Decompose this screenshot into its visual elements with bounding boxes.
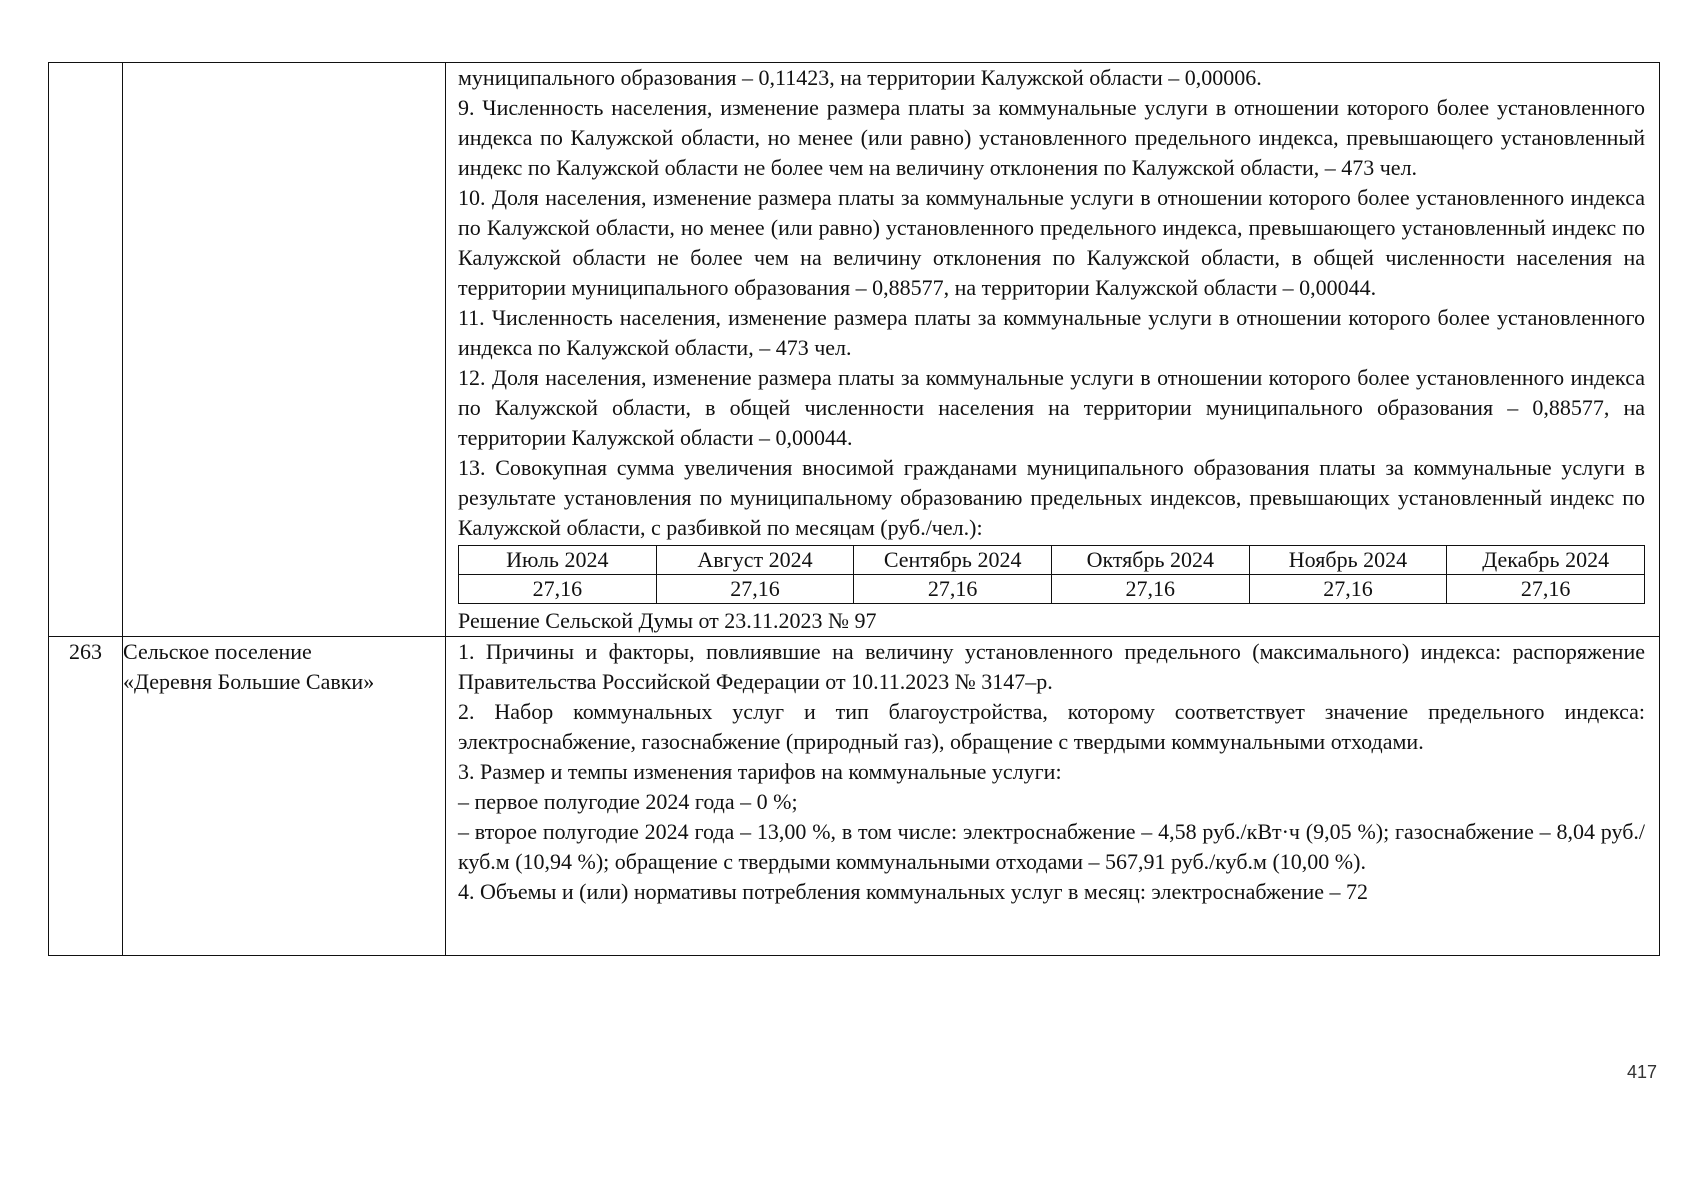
paragraph: – второе полугодие 2024 года – 13,00 %, в том числе: электроснабжение – 4,58 руб./кВт·ч (9,05 %); газоснабжение – 8,04 руб./куб.м (10,94 %); обращение с твердыми коммунальными отходами – 567,91 руб./куб.м (10,00 %). bbox=[458, 819, 1645, 874]
paragraph: 4. Объемы и (или) нормативы потребления коммунальных услуг в месяц: электроснабжение – 72 bbox=[458, 879, 1368, 904]
row-number-cell bbox=[49, 63, 123, 637]
paragraph: 1. Причины и факторы, повлиявшие на величину установленного предельного (максимального) индекса: распоряжение Правительства Российской Федерации от 10.11.2023 № 3147–р. bbox=[458, 639, 1645, 694]
month-value: 27,16 bbox=[1051, 575, 1249, 604]
page-number: 417 bbox=[1626, 1062, 1657, 1082]
month-value: 27,16 bbox=[1447, 575, 1645, 604]
municipality-name-cell bbox=[123, 63, 446, 637]
municipal-index-table bbox=[48, 62, 1660, 956]
month-header: Август 2024 bbox=[656, 546, 854, 575]
row-number: 263 bbox=[49, 637, 123, 956]
municipality-name-cell bbox=[123, 637, 446, 956]
description-cell bbox=[446, 637, 1660, 956]
paragraph: 2. Набор коммунальных услуг и тип благоустройства, которому соответствует значение предельного индекса: электроснабжение, газоснабжение (природный газ), обращение с твердыми коммунальными отходами. bbox=[458, 699, 1645, 754]
paragraph: 10. Доля населения, изменение размера платы за коммунальные услуги в отношении которого более установленного индекса по Калужской области, но менее (или равно) установленного предельного индекса, превышающего установленный индекс по Калужской области не более чем на величину отклонения по Калужской области, в общей численности населения на территории муниципального образования – 0,88577, на территории Калужской области – 0,00044. bbox=[458, 185, 1645, 300]
month-value: 27,16 bbox=[1249, 575, 1447, 604]
month-header: Октябрь 2024 bbox=[1051, 546, 1249, 575]
month-value: 27,16 bbox=[459, 575, 657, 604]
month-header: Сентябрь 2024 bbox=[854, 546, 1052, 575]
month-header: Ноябрь 2024 bbox=[1249, 546, 1447, 575]
paragraph: 13. Совокупная сумма увеличения вносимой гражданами муниципального образования платы за коммунальные услуги в результате установления по муниципальному образованию предельных индексов, превышающих установленный индекс по Калужской области, с разбивкой по месяцам (руб./чел.): bbox=[458, 455, 1645, 540]
decision-reference: Решение Сельской Думы от 23.11.2023 № 97 bbox=[458, 608, 877, 633]
paragraph: муниципального образования – 0,11423, на территории Калужской области – 0,00006. bbox=[458, 65, 1262, 90]
table-row bbox=[49, 63, 1660, 637]
month-header: Декабрь 2024 bbox=[1447, 546, 1645, 575]
month-value: 27,16 bbox=[854, 575, 1052, 604]
municipality-name-line: Сельское поселение bbox=[123, 639, 312, 664]
paragraph: 11. Численность населения, изменение размера платы за коммунальные услуги в отношении которого более установленного индекса по Калужской области, – 473 чел. bbox=[458, 305, 1645, 360]
monthly-increase-table bbox=[458, 545, 1645, 604]
month-value-row bbox=[459, 575, 1645, 604]
table-row bbox=[49, 637, 1660, 956]
month-header-row bbox=[459, 546, 1645, 575]
paragraph: 9. Численность населения, изменение размера платы за коммунальные услуги в отношении которого более установленного индекса по Калужской области, но менее (или равно) установленного предельного индекса, превышающего установленный индекс по Калужской области не более чем на величину отклонения по Калужской области, – 473 чел. bbox=[458, 95, 1645, 180]
paragraph: – первое полугодие 2024 года – 0 %; bbox=[458, 789, 798, 814]
month-value: 27,16 bbox=[656, 575, 854, 604]
month-header: Июль 2024 bbox=[459, 546, 657, 575]
municipality-name-line: «Деревня Большие Савки» bbox=[123, 669, 375, 694]
description-cell bbox=[446, 63, 1660, 637]
paragraph: 3. Размер и темпы изменения тарифов на коммунальные услуги: bbox=[458, 759, 1062, 784]
paragraph: 12. Доля населения, изменение размера платы за коммунальные услуги в отношении которого более установленного индекса по Калужской области, в общей численности населения на территории муниципального образования – 0,88577, на территории Калужской области – 0,00044. bbox=[458, 365, 1645, 450]
